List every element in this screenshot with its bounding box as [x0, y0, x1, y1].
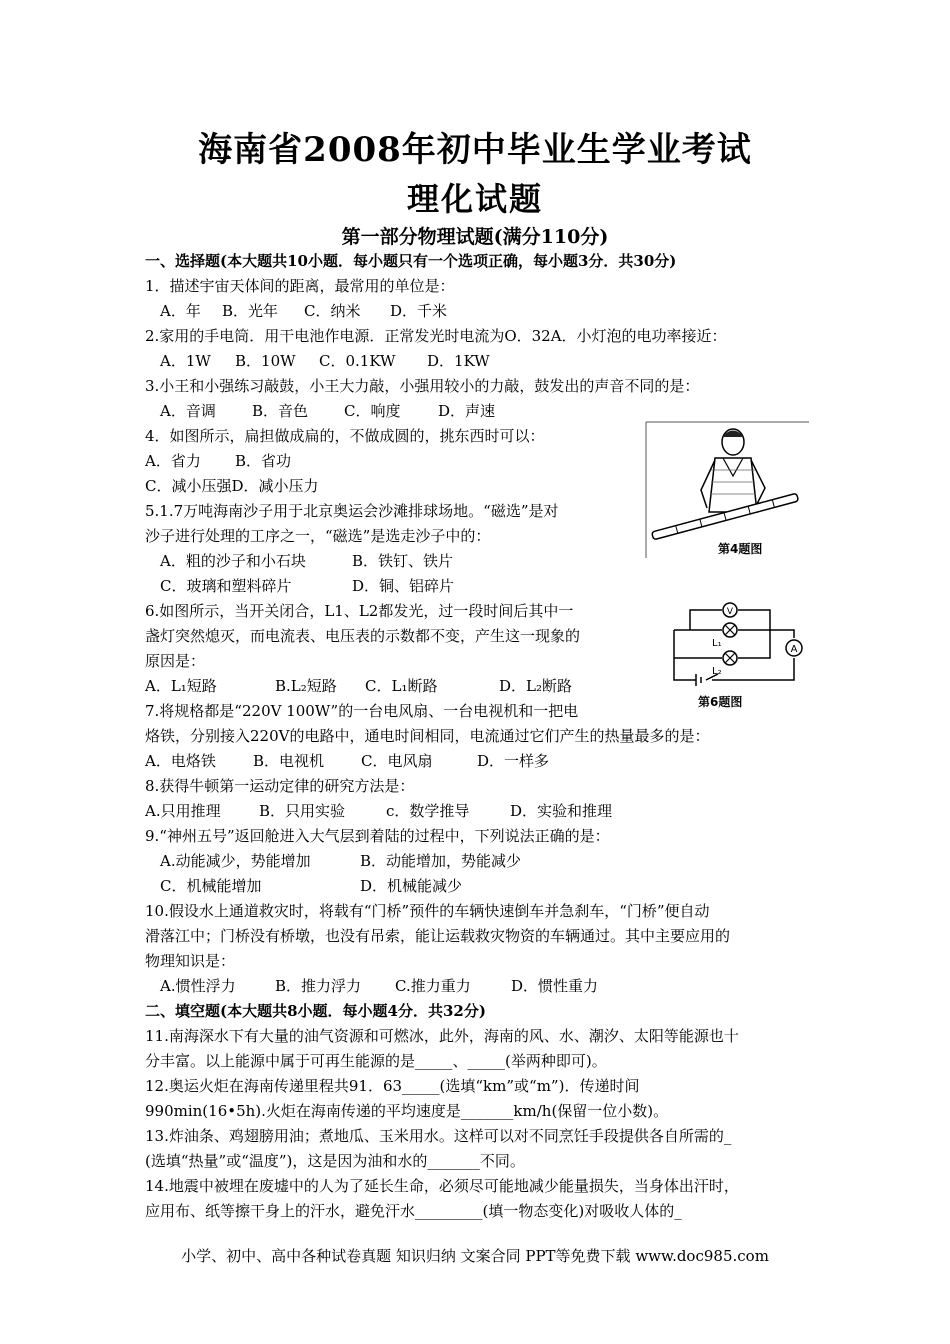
question-4-stem: 4．如图所示，扁担做成扁的，不做成圆的，挑东西时可以： — [145, 427, 545, 445]
option-a: A.只用推理 — [145, 802, 221, 820]
part-heading: 第一部分物理试题(满分110分) — [341, 226, 609, 248]
question-12-line-1: 12.奥运火炬在海南传递里程共91．63_____(选填“km”或“m”)．传递时间 — [145, 1077, 640, 1095]
question-6-line-1: 6.如图所示，当开关闭合，L1、L2都发光，过一段时间后其中一 — [145, 602, 574, 620]
question-9-stem: 9.“神州五号”返回舱进入大气层到着陆的过程中，下列说法正确的是： — [145, 827, 610, 845]
question-10-line-1: 10.假设水上通道救灾时，将载有“门桥”预件的车辆快速倒车并急刹车，“门桥”便自动 — [145, 902, 710, 920]
question-6-options — [145, 674, 572, 698]
question-7-line-2: 烙铁，分别接入220V的电路中，通电时间相同，电流通过它们产生的热量最多的是： — [145, 727, 710, 745]
option-d: D．千米 — [390, 302, 448, 320]
option-c: C．0.1KW — [319, 352, 396, 370]
person-carrying-pole-illustration — [645, 420, 810, 560]
option-b: B．只用实验 — [259, 802, 346, 820]
option-b: B．光年 — [222, 302, 279, 320]
option-b: B．电视机 — [253, 752, 325, 770]
option-a: A．电烙铁 — [145, 752, 216, 770]
exam-title: 海南省2008年初中毕业生学业考试 — [198, 130, 752, 170]
question-2-options — [160, 349, 490, 373]
option-b: B．10W — [235, 352, 296, 370]
option-d: D．惯性重力 — [511, 977, 599, 995]
question-13-line-2: (选填“热量”或“温度”)，这是因为油和水的_______不同。 — [145, 1152, 525, 1170]
option-b: B．动能增加，势能减少 — [360, 852, 522, 870]
question-5-options-cd — [160, 574, 454, 598]
option-d: D．机械能减少 — [360, 877, 463, 895]
question-14-line-1: 14.地震中被埋在废墟中的人为了延长生命，必须尽可能地减少能量损失，当身体出汗时， — [145, 1177, 739, 1195]
question-8-stem: 8.获得牛顿第一运动定律的研究方法是： — [145, 777, 415, 795]
option-a: A.惯性浮力 — [160, 977, 236, 995]
question-9-options-cd — [160, 874, 462, 898]
question-11-line-2: 分丰富。以上能源中属于可再生能源的是_____、_____(举两种即可)。 — [145, 1052, 607, 1070]
question-3-options — [160, 399, 495, 423]
question-2-stem: 2.家用的手电筒．用干电池作电源．正常发光时电流为O．32A．小灯泡的电功率接近： — [145, 327, 727, 345]
option-c: C．响度 — [344, 402, 401, 420]
section-heading-choice: 一、选择题(本大题共10小题．每小题只有一个选项正确，每小题3分．共30分) — [145, 252, 677, 270]
question-4-options-ab — [145, 449, 291, 473]
question-14-line-2: 应用布、纸等擦干身上的汗水，避免汗水_________(填一物态变化)对吸收人体的_ — [145, 1202, 682, 1220]
question-6-line-2: 盏灯突然熄灭，而电流表、电压表的示数都不变，产生这一现象的 — [145, 627, 581, 645]
option-d: D．铜、铝碎片 — [352, 577, 455, 595]
figure-6-caption: 第6题图 — [698, 695, 743, 709]
figure-4 — [645, 420, 810, 560]
option-a: A．L₁短路 — [145, 677, 217, 695]
question-4-options-cd: C．减小压强D．减小压力 — [145, 477, 319, 495]
option-a: A.动能减少，势能增加 — [160, 852, 311, 870]
option-b: B．铁钉、铁片 — [352, 552, 454, 570]
option-a: A．1W — [160, 352, 211, 370]
label-l2: L₂ — [712, 666, 722, 677]
option-c: c．数学推导 — [386, 802, 470, 820]
question-6-line-3: 原因是： — [145, 652, 206, 670]
option-a: A．省力 — [145, 452, 201, 470]
option-a: A．粗的沙子和小石块 — [160, 552, 306, 570]
option-a: A．音调 — [160, 402, 216, 420]
option-c: C．玻璃和塑料碎片 — [160, 577, 292, 595]
option-c: C.推力重力 — [395, 977, 471, 995]
question-7-options — [145, 749, 549, 773]
option-b: B．音色 — [252, 402, 309, 420]
question-10-options — [160, 974, 598, 998]
label-l1: L₁ — [712, 638, 722, 649]
question-1-options — [160, 299, 447, 323]
svg-text:A: A — [790, 644, 798, 655]
question-5-line-1: 5.1.7万吨海南沙子用于北京奥运会沙滩排球场地。“磁选”是对 — [145, 502, 559, 520]
question-13-line-1: 13.炸油条、鸡翅膀用油；煮地瓜、玉米用水。这样可以对不同烹饪手段提供各自所需的_ — [145, 1127, 732, 1145]
figure-4-caption: 第4题图 — [718, 542, 763, 556]
option-c: C．机械能增加 — [160, 877, 262, 895]
question-9-options-ab — [160, 849, 521, 873]
page-footer: 小学、初中、高中各种试卷真题 知识归纳 文案合同 PPT等免费下载 www.doc985.com — [181, 1247, 769, 1265]
question-3-stem: 3.小王和小强练习敲鼓，小王大力敲，小强用较小的力敲，鼓发出的声音不同的是： — [145, 377, 700, 395]
option-d: D．实验和推理 — [510, 802, 613, 820]
question-12-line-2: 990min(16•5h).火炬在海南传递的平均速度是_______km/h(保留一位小数)。 — [145, 1102, 669, 1120]
option-c: C．纳米 — [304, 302, 361, 320]
option-d: D．1KW — [427, 352, 490, 370]
question-8-options — [145, 799, 612, 823]
option-b: B．省功 — [235, 452, 292, 470]
section-heading-fill: 二、填空题(本大题共8小题．每小题4分．共32分) — [145, 1002, 486, 1020]
question-5-options-ab — [160, 549, 453, 573]
question-7-line-1: 7.将规格都是“220V 100W”的一台电风扇、一台电视机和一把电 — [145, 702, 579, 720]
question-1-stem: 1．描述宇宙天体间的距离，最常用的单位是： — [145, 277, 455, 295]
svg-text:V: V — [726, 607, 734, 617]
question-10-line-2: 滑落江中；门桥没有桥墩，也没有吊索，能让运载救灾物资的车辆通过。其中主要应用的 — [145, 927, 731, 945]
question-10-line-3: 物理知识是： — [145, 952, 236, 970]
option-d: D．一样多 — [477, 752, 550, 770]
option-c: C．电风扇 — [361, 752, 433, 770]
exam-subtitle: 理化试题 — [406, 180, 543, 218]
option-d: D．L₂断路 — [499, 677, 573, 695]
figure-6 — [660, 600, 810, 712]
option-b: B．推力浮力 — [275, 977, 362, 995]
circuit-diagram — [660, 600, 810, 712]
option-c: C．L₁断路 — [365, 677, 438, 695]
option-b: B.L₂短路 — [275, 677, 337, 695]
option-a: A．年 — [160, 302, 201, 320]
option-d: D．声速 — [438, 402, 496, 420]
question-11-line-1: 11.南海深水下有大量的油气资源和可燃冰，此外，海南的风、水、潮汐、太阳等能源也十 — [145, 1027, 739, 1045]
question-5-line-2: 沙子进行处理的工序之一，“磁选”是选走沙子中的： — [145, 527, 491, 545]
